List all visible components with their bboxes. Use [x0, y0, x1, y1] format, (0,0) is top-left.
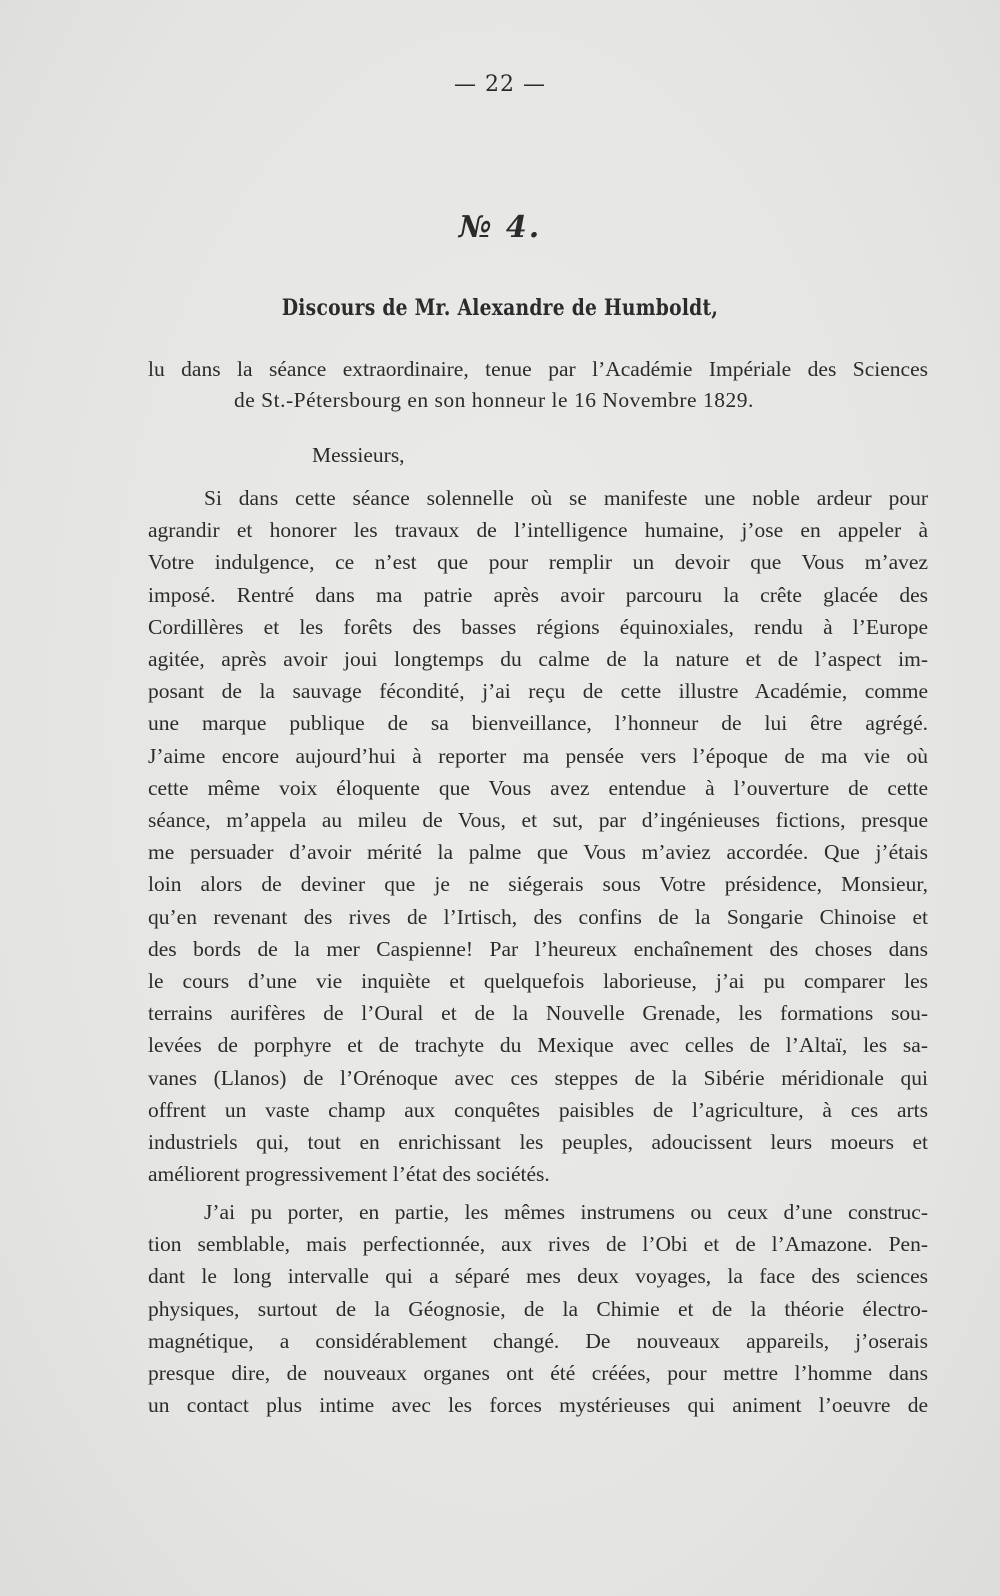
text-line: offrent un vaste champ aux conquêtes paisibles de l’agriculture, à ces arts [148, 1097, 928, 1122]
text-line: dant le long intervalle qui a séparé mes deux voyages, la face des sciences [148, 1264, 928, 1289]
text-line: magnétique, a considérablement changé. De nouveaux appareils, j’oserais [148, 1328, 928, 1353]
speech-title: Discours de Mr. Alexandre de Humboldt, [281, 295, 719, 321]
subtitle-line: de St.-Pétersbourg en son honneur le 16 Novembre 1829. [234, 388, 754, 412]
text-line: des bords de la mer Caspienne! Par l’heureux enchaînement des choses dans [148, 936, 928, 961]
text-line: une marque publique de sa bienveillance, l’honneur de lui être agrégé. [148, 711, 928, 736]
subtitle-line: lu dans la séance extraordinaire, tenue par l’Académie Impériale des Sciences [148, 357, 928, 381]
text-line: vanes (Llanos) de l’Orénoque avec ces steppes de la Sibérie méridionale qui [148, 1065, 928, 1090]
text-line: posant de la sauvage fécondité, j’ai reçu de cette illustre Académie, comme [148, 679, 928, 704]
salutation: Messieurs, [312, 443, 405, 467]
text-line: levées de porphyre et de trachyte du Mexique avec celles de l’Altaï, les sa- [148, 1033, 928, 1058]
text-line: industriels qui, tout en enrichissant les peuples, adoucissent leurs moeurs et [148, 1130, 928, 1155]
text-line: presque dire, de nouveaux organes ont été créées, pour mettre l’homme dans [148, 1361, 928, 1386]
page-number: — 22 — [454, 72, 546, 97]
text-line: loin alors de deviner que je ne siégerais sous Votre présidence, Monsieur, [148, 872, 928, 897]
text-line: séance, m’appela au mileu de Vous, et sut, par d’ingénieuses fictions, presque [148, 808, 928, 833]
text-line: imposé. Rentré dans ma patrie après avoir parcouru la crête glacée des [148, 582, 928, 607]
text-line: agitée, après avoir joui longtemps du calme de la nature et de l’aspect im- [148, 647, 928, 672]
text-line: tion semblable, mais perfectionnée, aux rives de l’Obi et de l’Amazone. Pen- [148, 1232, 928, 1257]
text-line: Cordillères et les forêts des basses régions équinoxiales, rendu à l’Europe [148, 614, 928, 639]
text-line: Si dans cette séance solennelle où se manifeste une noble ardeur pour [204, 486, 928, 510]
text-line: le cours d’une vie inquiète et quelquefois laborieuse, j’ai pu comparer les [148, 969, 928, 994]
text-line: Votre indulgence, ce n’est que pour remplir un devoir que Vous m’avez [148, 550, 928, 575]
paragraph-2 [148, 1196, 928, 1421]
text-line: améliorent progressivement l’état des sociétés. [148, 1162, 550, 1187]
document-number: № 4. [458, 210, 542, 245]
text-line: me persuader d’avoir mérité la palme que Vous m’aviez accordée. Que j’étais [148, 840, 928, 865]
paragraph-1 [148, 482, 928, 1190]
text-line: qu’en revenant des rives de l’Irtisch, des confins de la Songarie Chinoise et [148, 904, 928, 929]
text-line: agrandir et honorer les travaux de l’intelligence humaine, j’ose en appeler à [148, 518, 928, 543]
text-line: J’aime encore aujourd’hui à reporter ma pensée vers l’époque de ma vie où [148, 743, 928, 768]
text-line: physiques, surtout de la Géognosie, de la Chimie et de la théorie électro- [148, 1296, 928, 1321]
text-line: cette même voix éloquente que Vous avez entendue à l’ouverture de cette [148, 775, 928, 800]
text-line: J’ai pu porter, en partie, les mêmes instrumens ou ceux d’une construc- [204, 1200, 928, 1224]
text-line: un contact plus intime avec les forces mystérieuses qui animent l’oeuvre de [148, 1393, 928, 1418]
text-line: terrains aurifères de l’Oural et de la Nouvelle Grenade, les formations sou- [148, 1001, 928, 1026]
speech-subtitle [148, 354, 928, 416]
